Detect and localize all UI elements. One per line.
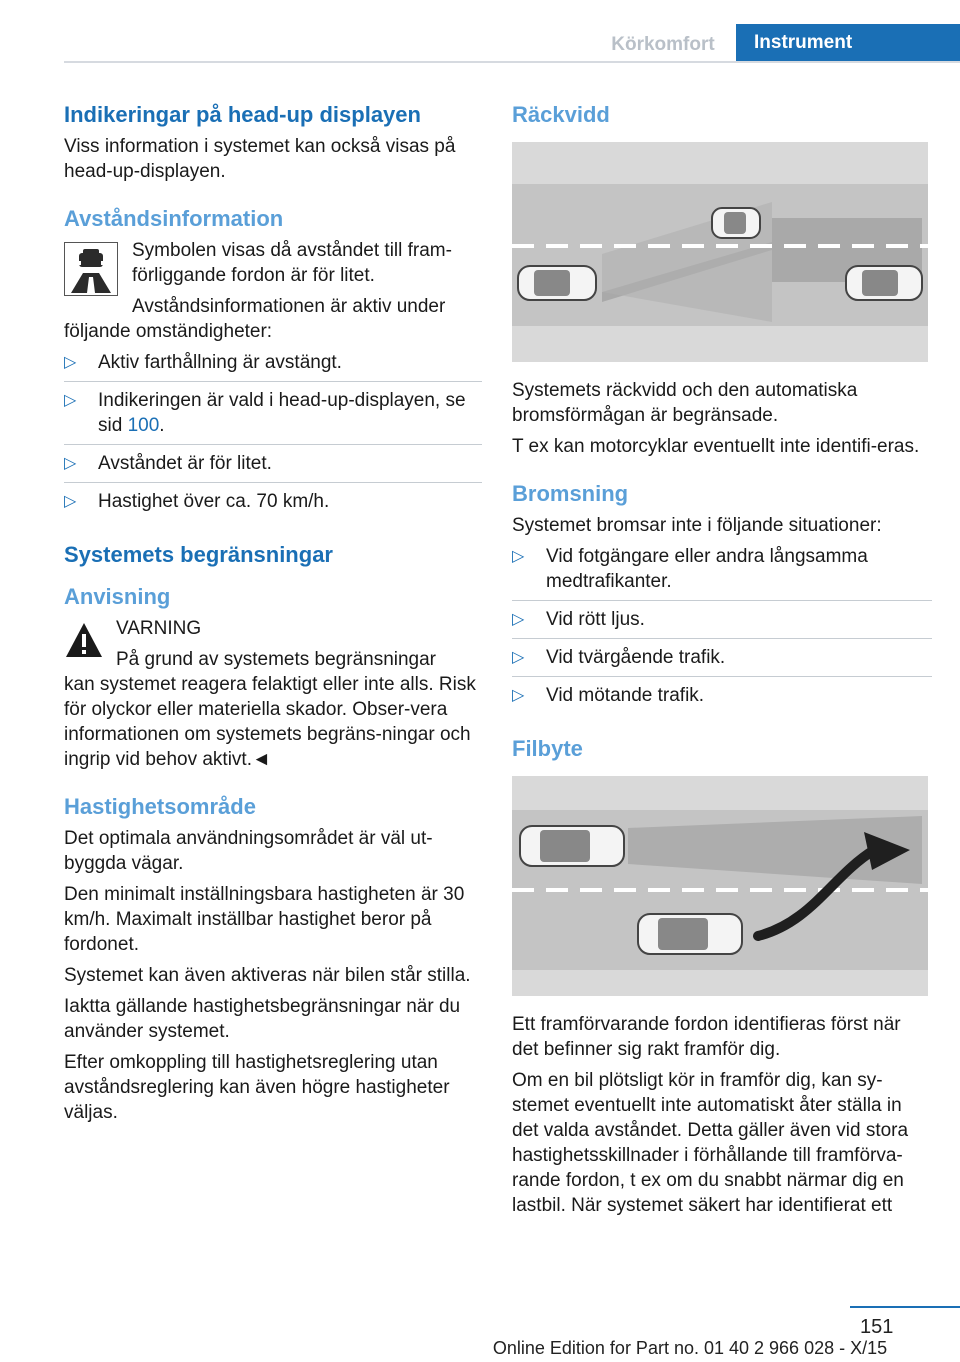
left-column — [64, 100, 482, 1131]
footer-divider — [850, 1306, 960, 1308]
list-item: ▷ Vid tvärgående trafik. — [512, 645, 932, 677]
car-icon — [712, 208, 760, 238]
list-item: ▷ Vid mötande trafik. — [512, 685, 705, 706]
paragraph-speed-3: Systemet kan även aktiveras när bilen står stilla. — [64, 965, 471, 986]
range-illustration — [512, 142, 928, 362]
conditions-list — [64, 350, 482, 520]
paragraph-braking: Systemet bromsar inte i följande situationer: — [512, 515, 882, 536]
heading-speed-range: Hastighetsområde — [64, 794, 256, 819]
distance-warning-icon — [64, 242, 118, 296]
page-number: 151 — [860, 1316, 894, 1338]
paragraph-speed-1: Det optimala användningsområdet är väl ut-byggda vägar. — [64, 828, 433, 874]
paragraph-hud: Viss information i systemet kan också visas på head-up-displayen. — [64, 136, 456, 182]
paragraph-speed-4: Iaktta gällande hastighetsbegränsningar när du använder systemet. — [64, 996, 461, 1042]
car-icon — [520, 826, 624, 866]
right-column — [512, 100, 932, 1224]
list-item: ▷ Indikeringen är vald i head-up-displayen, se sid 100. — [64, 388, 482, 445]
lane-change-illustration — [512, 776, 928, 996]
heading-braking: Bromsning — [512, 481, 629, 506]
paragraph-lane-2: Om en bil plötsligt kör in framför dig, kan sy-stemet eventuellt inte automatiskt åter ställa in det valda avståndet. Detta gäller även vid stora hastighetsskillnader i förhållande till framförva-rande fordon, t ex om du snabbt närmar dig en lastbil. När systemet säkert har identifierat ett — [512, 1070, 909, 1216]
heading-hud: Indikeringar på head-up displayen — [64, 102, 421, 127]
warning-title: VARNING — [116, 618, 202, 639]
distance-icon-row — [64, 238, 482, 294]
list-item: ▷ Avståndet är för litet. — [64, 451, 482, 483]
warning-triangle-icon — [64, 620, 104, 660]
header-section: Körkomfort — [611, 34, 715, 55]
heading-note: Anvisning — [64, 584, 171, 609]
list-item: ▷ Hastighet över ca. 70 km/h. — [64, 491, 330, 512]
heading-distance-info: Avståndsinformation — [64, 206, 284, 231]
braking-list — [512, 544, 932, 714]
paragraph-speed-2: Den minimalt inställningsbara hastigheten är 30 km/h. Maximalt inställbar hastighet beror på fordonet. — [64, 884, 465, 955]
list-item: ▷ Aktiv farthållning är avstängt. — [64, 350, 482, 382]
paragraph-distance-2a: Avståndsinformationen är aktiv under — [132, 296, 446, 317]
car-icon — [638, 914, 742, 954]
paragraph-distance-2b: följande omständigheter: — [64, 321, 273, 342]
paragraph-lane-1: Ett framförvarande fordon identifieras först när det befinner sig rakt framför dig. — [512, 1014, 901, 1060]
warning-text-a: På grund av systemets begränsningar — [116, 649, 437, 670]
heading-system-limits: Systemets begränsningar — [64, 542, 333, 567]
list-item: ▷ Vid rött ljus. — [512, 607, 932, 639]
list-item: ▷ Vid fotgängare eller andra långsamma medtrafikanter. — [512, 544, 932, 601]
paragraph-range-2: T ex kan motorcyklar eventuellt inte identifi-eras. — [512, 436, 920, 457]
page-link[interactable]: 100 — [127, 415, 160, 436]
paragraph-speed-5: Efter omkoppling till hastighetsreglering utan avståndsreglering kan även högre hastigheter väljas. — [64, 1052, 450, 1123]
header-divider — [64, 61, 960, 63]
heading-range: Räckvidd — [512, 102, 610, 127]
warning-text-b: kan systemet reagera felaktigt eller inte alls. Risk för olyckor eller materiella skador. Obser-vera informationen om systemets begräns-ningar och ingrip vid behov aktivt.◄ — [64, 674, 476, 770]
header-tab: Instrument — [736, 24, 960, 62]
paragraph-range-1: Systemets räckvidd och den automatiska bromsförmågan är begränsade. — [512, 380, 858, 426]
paragraph-distance-1: Symbolen visas då avståndet till fram-förliggande fordon är för litet. — [132, 240, 452, 286]
car-icon — [846, 266, 922, 300]
heading-lane-change: Filbyte — [512, 736, 583, 761]
warning-row — [64, 616, 482, 672]
car-icon — [518, 266, 596, 300]
footer-edition: Online Edition for Part no. 01 40 2 966 028 - X/15 — [492, 1338, 888, 1358]
